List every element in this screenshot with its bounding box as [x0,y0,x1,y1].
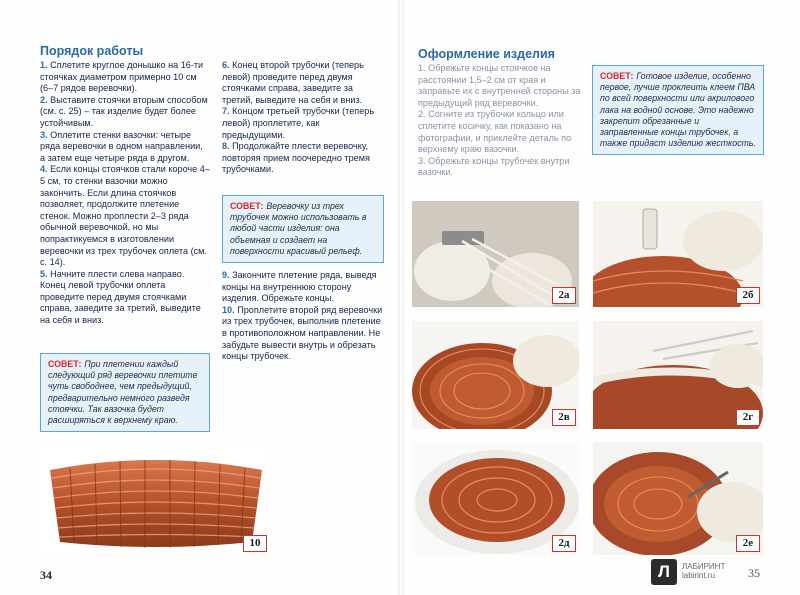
photo-2e [593,442,763,555]
photo-2v [412,321,579,429]
tip-text: Готовое изделие, особенно первое, лучше проклеить клеем ПВА по всей поверхности или акрилового лака на водной основе. Это надежно закрепит обрезанные и заправленные концы трубочек, а также придаст изделию жесткость. [600,71,756,149]
watermark-line-2: labirint.ru [682,571,715,580]
tip-label: СОВЕТ: [600,71,634,81]
photo-label: 2е [736,535,760,552]
step-7: 7. Концом третьей трубочки (теперь левой) проплетите, как предыдущими. [222,106,375,140]
photo-2a [412,201,579,307]
tip-label: СОВЕТ: [48,359,82,369]
page-number-left: 34 [40,568,52,582]
photo-2b [593,201,763,307]
left-column-1 [40,60,210,327]
tip-box-right [592,65,764,155]
watermark-line-1: ЛАБИРИНТ [682,562,726,571]
step-8: 8. Продолжайте плести веревочку, повторяя прием поочередно тремя трубочками. [222,141,370,175]
step-10: 10. Проплетите второй ряд веревочки из трех трубочек, выполнив плетение в противоположном направлении. Не забудьте вывести внутрь и обрезать концы трубочек. [222,304,383,362]
step-5: 5. Начните плести слева направо. Конец левой трубочки оплета проведите перед двумя стоячками справа, заведите за третий, выведите на себя и вниз. [40,268,201,326]
step-r2: 2. Согните из трубочки кольцо или сплетите косичку, как показано на фотографии, и приклейте деталь по верхнему краю вазочки. [418,109,572,155]
step-r1: 1. Обрежьте концы стоячков на расстоянии 1,5–2 см от края и заправьте их с внутренней стороны за предыдущий ряд веревочки. [418,63,581,108]
left-column-2b [222,270,384,363]
photo-2g [593,321,763,429]
photo-label: 10 [243,535,267,552]
photo-label: 2д [552,535,576,552]
tip-box-left-1 [40,353,210,432]
step-1: 1. Сплетите круглое донышко на 16-ти стоячках диаметром примерно 10 см (6–7 рядов веревочки). [40,60,204,94]
photo-label: 2б [736,287,760,304]
right-page-heading: Оформление изделия [418,47,555,61]
book-gutter [398,0,404,595]
step-4: 4. Если концы стоячков стали короче 4–5 см, то стенки вазочки можно закончить. Если длина стоячков позволяет, продолжите плетение стенок. Можно проплести 2–3 ряда обычной веревочкой, но мы попрактикуемся в изготовлении веревочки из трех трубочек оплета (см. с. 14). [40,164,210,268]
tip-label: СОВЕТ: [230,201,264,211]
watermark-text [682,562,725,580]
tip-text: При плетении каждый следующий ряд веревочки плетите чуть свободнее, чем предыдущий, предварительно немного разведя стоячки. Так вазочка будет расширяться к верхнему краю. [48,359,198,426]
basket-side-image [40,442,270,555]
step-r3: 3. Обрежьте концы трубочек внутри вазочки. [418,155,570,178]
step-9: 9. Закончите плетение ряда, выведя концы на внутреннюю сторону изделия. Обрежьте концы. [222,270,377,304]
tip-box-left-2 [222,195,384,263]
step-3: 3. Оплетите стенки вазочки: четыре ряда веревочки в одном направлении, а затем еще четыре ряда в другом. [40,129,203,163]
left-column-2 [222,60,384,176]
photo-label: 2г [736,409,760,426]
labirint-logo-icon: Л [651,559,677,585]
right-column-1 [418,63,582,179]
photo-label: 2а [552,287,576,304]
photo-2d [412,442,579,555]
left-page-heading: Порядок работы [40,44,144,58]
tip-text: Веревочку из трех трубочек можно использовать в любой части изделия: она объемная и создает на поверхности красивый рельеф. [230,201,367,256]
photo-label: 2в [552,409,576,426]
step-2: 2. Выставите стоячки вторым способом (см. с. 25) – так изделие будет более устойчивым. [40,94,208,128]
page-number-right: 35 [748,566,760,580]
photo-10 [40,442,270,555]
step-6: 6. Конец второй трубочки (теперь левой) проведите перед двумя стоячками справа, заведите за третий, выведите на себя и вниз. [222,60,364,105]
